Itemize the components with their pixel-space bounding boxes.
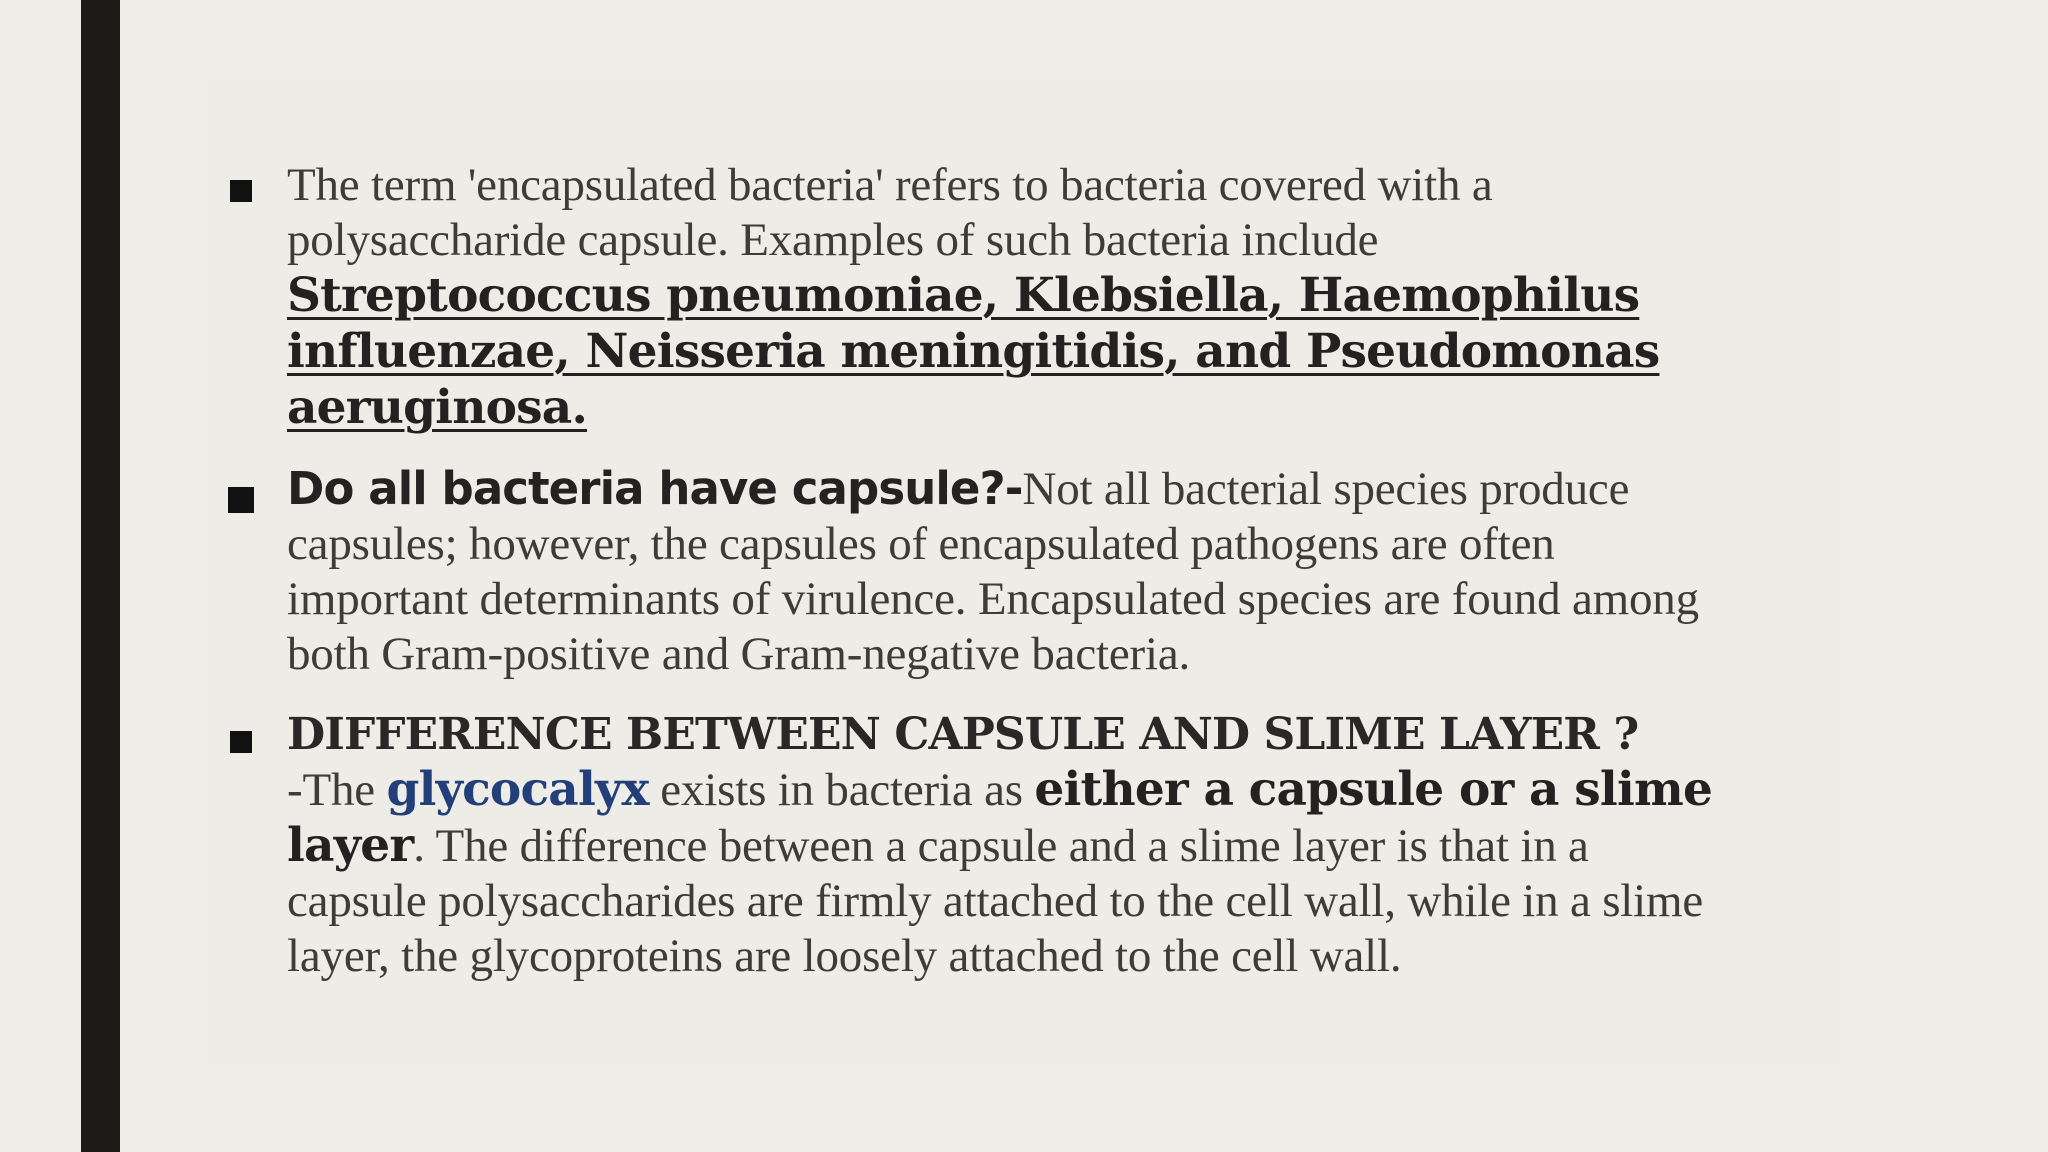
difference-middle-text: exists in bacteria as [648, 764, 1035, 816]
difference-prefix: -The [287, 764, 387, 816]
bullet-capsule-slime-difference [287, 707, 1737, 984]
square-bullet-icon [228, 487, 254, 513]
glycocalyx-term: glycocalyx [386, 762, 649, 817]
bullet-encapsulated-bacteria [287, 158, 1737, 436]
encapsulated-intro-text: The term 'encapsulated bacteria' refers to bacteria covered with a polysaccharide capsule. Examples of such bacteria include [287, 159, 1493, 266]
left-accent-bar [81, 0, 120, 1152]
capsule-answer-text: Not all bacterial species produce capsules; however, the capsules of encapsulated pathogens are often important determinants of virulence. Encapsulated species are found among both Gram-positive and Gram-negative bacteria. [287, 463, 1699, 680]
capsule-or-slime-phrase: either a capsule or a slime layer [287, 762, 1713, 873]
encapsulated-species-list: Streptococcus pneumoniae, Klebsiella, Haemophilus influenzae, Neisseria meningitidis, and Pseudomonas aeruginosa. [287, 268, 1660, 435]
square-bullet-icon [230, 731, 252, 753]
bullet-list [287, 158, 1737, 984]
bullet-capsule-question [287, 461, 1737, 682]
capsule-question: Do all bacteria have capsule?- [287, 462, 1023, 515]
difference-heading: DIFFERENCE BETWEEN CAPSULE AND SLIME LAYER ? [287, 709, 1639, 760]
square-bullet-icon [230, 180, 252, 202]
difference-explanation: . The difference between a capsule and a slime layer is that in a capsule polysaccharides are firmly attached to the cell wall, while in a slime layer, the glycoproteins are loosely attached to the cell wall. [287, 820, 1704, 982]
